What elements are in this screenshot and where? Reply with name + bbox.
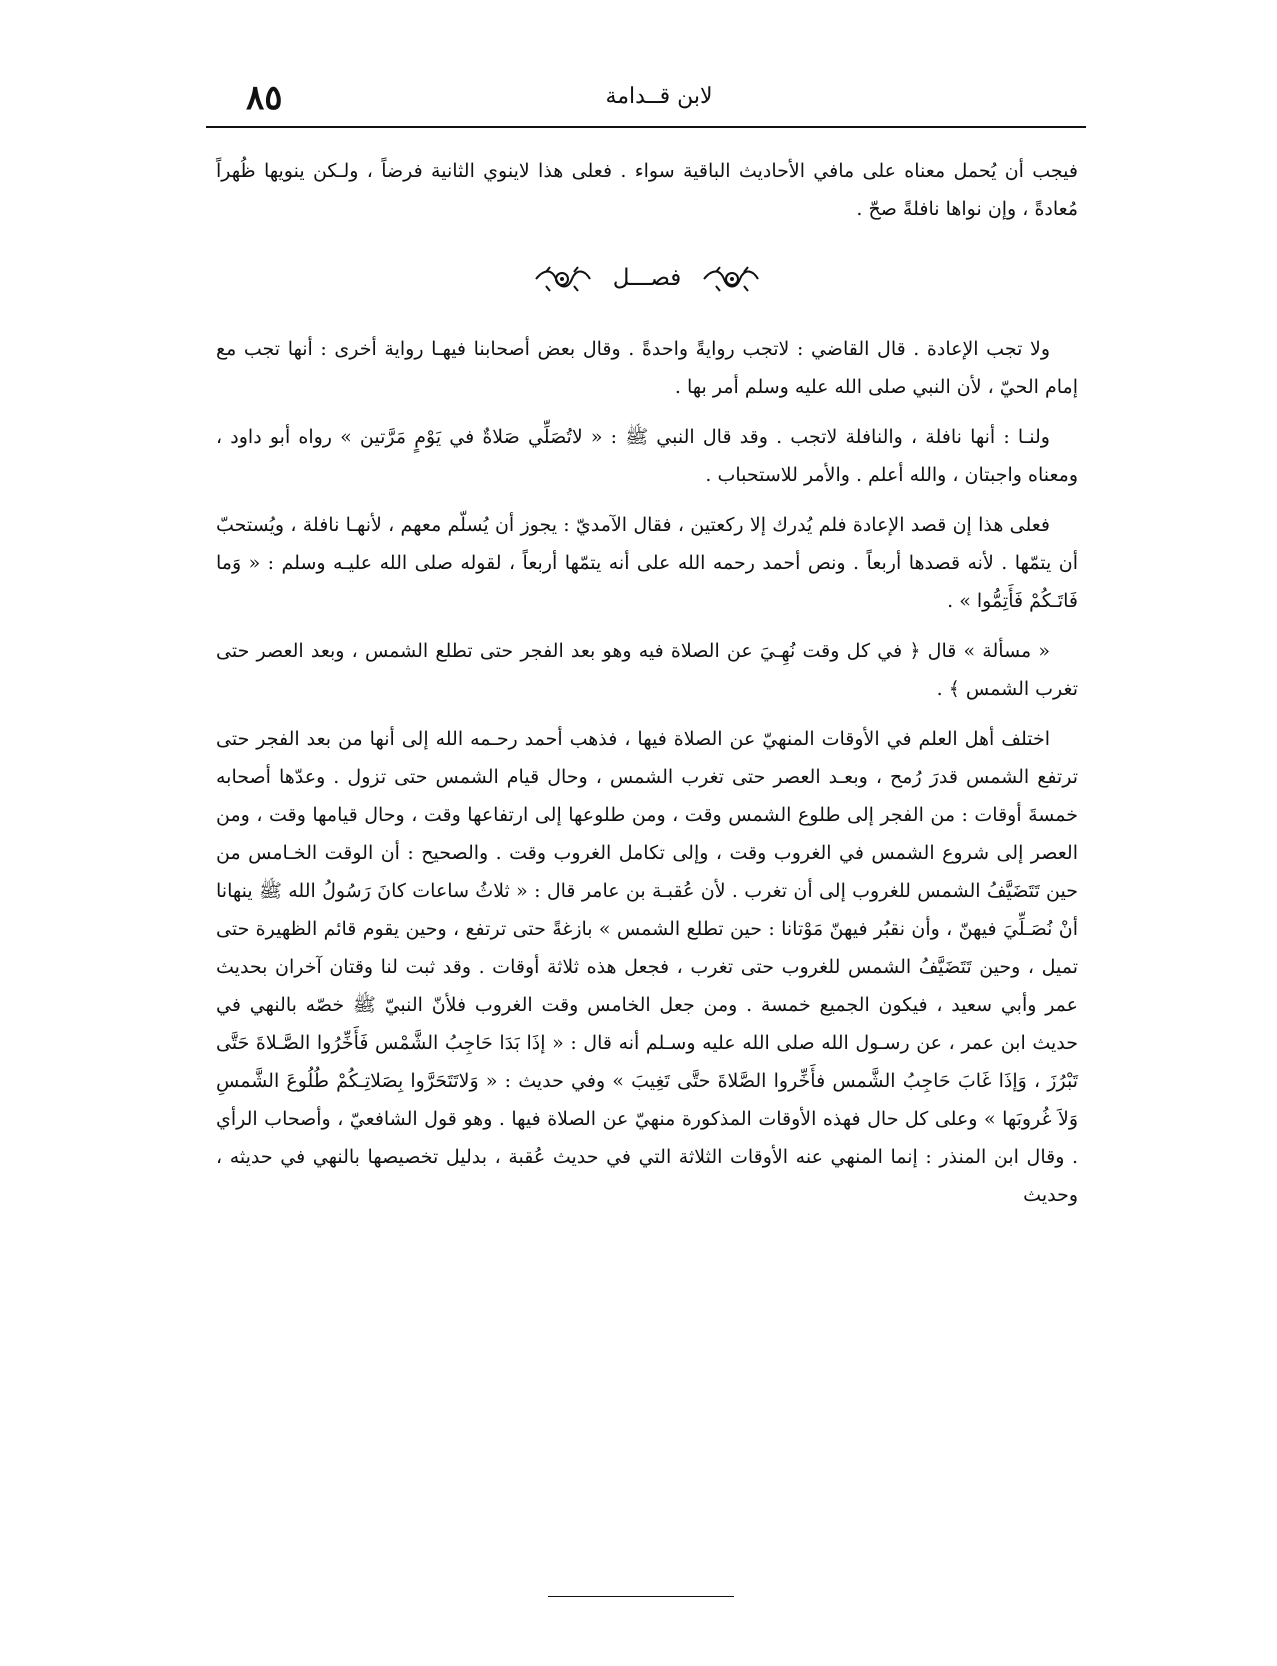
paragraph-5: « مسألة » قال ﴿ في كل وقت نُهِـيَ عن الصلاة فيه وهو بعد الفجر حتى تطلع الشمس ، وبعد العصر حتى تغرب الشمس ﴾ . xyxy=(216,640,1078,700)
page-header xyxy=(228,78,1090,128)
paragraph-4: فعلى هذا إن قصد الإعادة فلم يُدرك إلا ركعتين ، فقال الآمديّ : يجوز أن يُسلّم معهم ، لأنهـا نافلة ، ويُستحبّ أن يتمّها . لأنه قصدها أربعاً . ونص أحمد رحمه الله على أنه يتمّها أربعاً ، لقوله صلى الله عليـه وسلم : « وَما فَاتَـكُمْ فَأَتِمُّوا » . xyxy=(216,514,1078,612)
section-title: فصـــل xyxy=(612,265,682,291)
running-title: لابن قــدامة xyxy=(605,84,713,109)
paragraph-3: ولنـا : أنها نافلة ، والنافلة لاتجب . وقد قال النبي ﷺ : « لاتُصَلِّي صَلاةٌ في يَوْمٍ مَرَّتين » رواه أبو داود ، ومعناه واجبتان ، والله أعلم . والأمر للاستحباب . xyxy=(216,426,1078,486)
ornament-left-icon xyxy=(534,264,592,294)
section-heading xyxy=(216,256,1078,300)
ornament-right-icon xyxy=(702,264,760,294)
paragraph-6: اختلف أهل العلم في الأوقات المنهيّ عن الصلاة فيها ، فذهب أحمد رحـمه الله إلى أنها من بعد الفجر حتى ترتفع الشمس قدرَ رُمح ، وبعـد العصر حتى تغرب الشمس ، وحال قيام الشمس حتى تزول . وعدّها أصحابه خمسةَ أوقات : من الفجر إلى طلوع الشمس وقت ، ومن طلوعها إلى ارتفاعها وقت ، وحال قيامها وقت ، ومن العصر إلى شروع الشمس في الغروب وقت ، وإلى تكامل الغروب وقت . والصحيح : أن الوقت الخـامس من حين تَتَضَيَّفُ الشمس للغروب إلى أن تغرب . لأن عُقبـة بن عامر قال : « ثلاثُ ساعات كانَ رَسُولُ الله ﷺ ينهانا أنْ نُصَـلِّيَ فيهنّ ، وأن نقبُر فيهنّ مَوْتانا : حين تطلع الشمس » بازغةً حتى ترتفع ، وحين يقوم قائم الظهيرة حتى تميل ، وحين تَتَضَيَّفُ الشمس للغروب حتى تغرب ، فجعل هذه ثلاثة أوقات . وقد ثبت لنا وقتان آخران بحديث عمر وأبي سعيد ، فيكون الجميع خمسة . ومن جعل الخامس وقت الغروب فلأنّ النبيّ ﷺ خصّه بالنهي في حديث ابن عمر ، عن رسـول الله صلى الله عليه وسـلم أنه قال : « إذَا بَدَا حَاجِبُ الشَّمْس فَأَخِّرُوا الصَّـلاةَ حَتَّى تَبْرُزَ ، وَإذَا غَابَ حَاجِبُ الشَّمس فأَخِّروا الصَّلاةَ حتَّى تَغِيبَ » وفي حديث : « وَلاتَتَحَرَّوا بِصَلاتِـكُمْ طُلُوعَ الشَّمسِ وَلاَ غُروبَها » وعلى كل حال فهذه الأوقات المذكورة منهيّ عن الصلاة فيها . وهو قول الشافعيّ ، وأصحاب الرأي . وقال ابن المنذر : إنما المنهي عنه الأوقات الثلاثة التي في حديث عُقبة ، بدليل تخصيصها بالنهي في حديثه ، وحديث xyxy=(216,728,1078,1206)
footer-divider xyxy=(548,1596,734,1597)
header-divider xyxy=(206,126,1086,128)
main-text xyxy=(216,152,1078,1226)
paragraph-1: فيجب أن يُحمل معناه على مافي الأحاديث الباقية سواء . فعلى هذا لاينوي الثانية فرضاً ، ولـكن ينويها ظُهراً مُعادةً ، وإن نواها نافلةً صحّ . xyxy=(216,160,1078,220)
page-number: ٨٥ xyxy=(246,78,283,118)
paragraph-2: ولا تجب الإعادة . قال القاضي : لاتجب روايةً واحدةً . وقال بعض أصحابنا فيهـا رواية أخرى : أنها تجب مع إمام الحيّ ، لأن النبي صلى الله عليه وسلم أمر بها . xyxy=(216,338,1078,398)
